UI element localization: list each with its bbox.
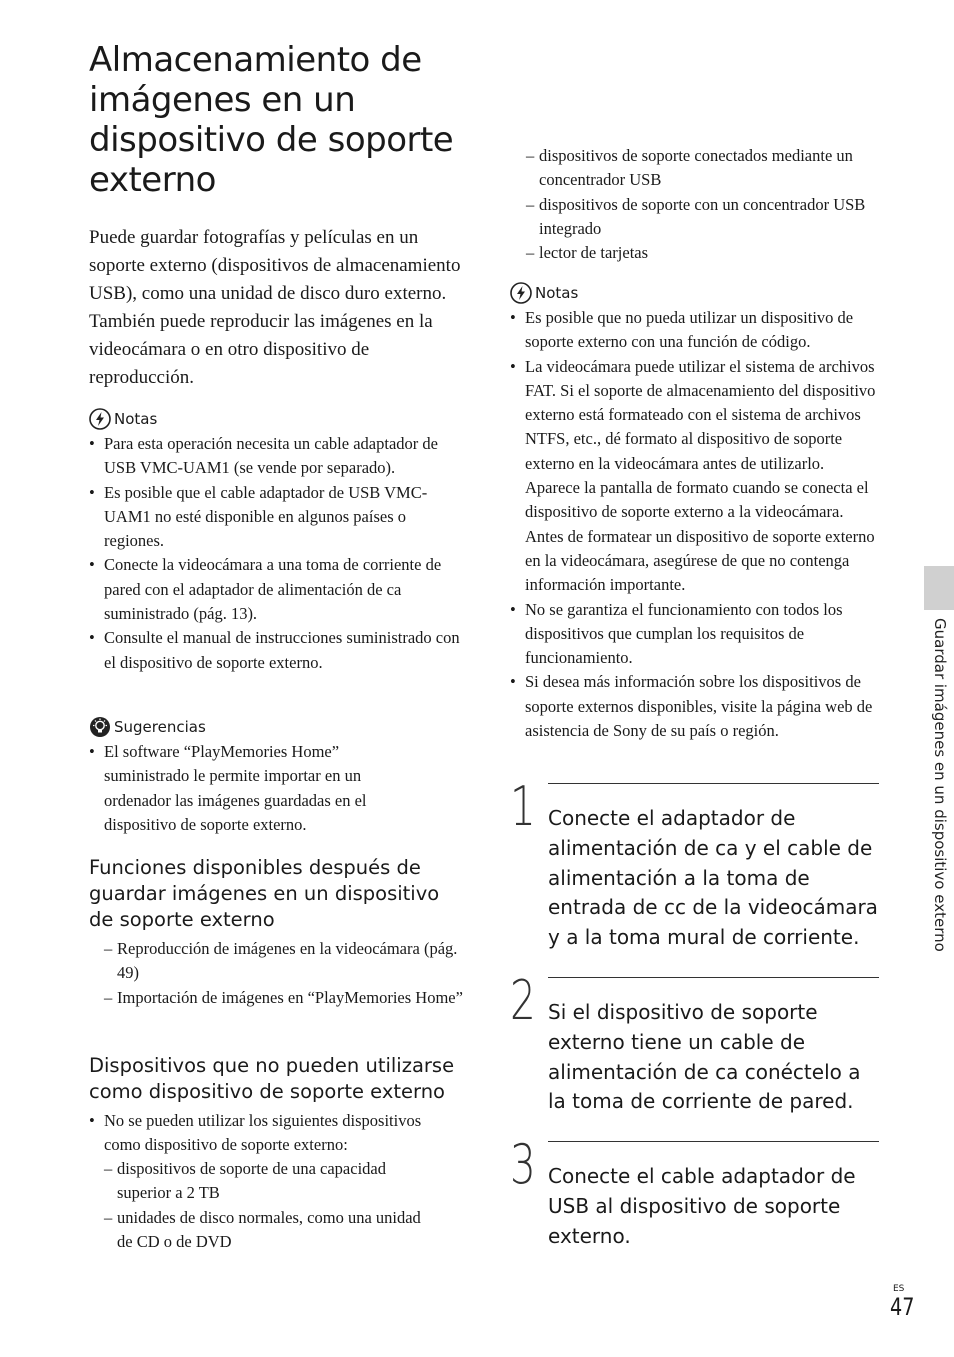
list-item: – dispositivos de soporte conectados mediante un concentrador USB [526, 144, 876, 193]
step-divider [548, 977, 879, 978]
step-text: Conecte el cable adaptador de USB al dispositivo de soporte externo. [548, 1164, 856, 1248]
list-item: • Para esta operación necesita un cable adaptador de USB VMC-UAM1 (se vende por separado). [89, 432, 461, 481]
page-title: Almacenamiento de imágenes en un dispositivo de soporte externo [89, 40, 454, 200]
list-item: – unidades de disco normales, como una unidad de CD o de DVD [104, 1206, 424, 1255]
list-item: • Consulte el manual de instrucciones suministrado con el dispositivo de soporte externo. [89, 626, 461, 675]
list-item: • Es posible que no pueda utilizar un dispositivo de soporte externo con una función de código. [510, 306, 882, 355]
notes-icon [510, 282, 532, 304]
step-text: Si el dispositivo de soporte externo tiene un cable de alimentación de ca conéctelo a la toma de corriente de pared. [548, 1000, 861, 1114]
step-text: Conecte el adaptador de alimentación de ca y el cable de alimentación a la toma de entrada de cc de la videocámara y a la toma mural de corriente. [548, 806, 878, 950]
list-item: • Si desea más información sobre los dispositivos de soporte externos disponibles, visite la página web de asistencia de Sony de su país o región. [510, 670, 882, 743]
list-item: – dispositivos de soporte de una capacidad superior a 2 TB [104, 1157, 424, 1206]
lightbulb-icon [89, 716, 111, 738]
list-item: • La videocámara puede utilizar el sistema de archivos FAT. Si el soporte de almacenamiento del dispositivo externo está formateado con el sistema de archivos NTFS, etc., dé formato al dispositivo de soporte externo en la videocámara antes de utilizarlo. Aparece la pantalla de formato cuando se conecta el dispositivo de soporte externo a la videocámara. Antes de formatear un dispositivo de soporte externo en la videocámara, asegúrese de que no contenga información importante. [510, 355, 882, 598]
list-item: • No se garantiza el funcionamiento con todos los dispositivos que cumplan los requisitos de funcionamiento. [510, 598, 882, 671]
step-divider [548, 1141, 879, 1142]
intro-paragraph: Puede guardar fotografías y películas en un soporte externo (dispositivos de almacenamiento USB), como una unidad de disco duro externo. También puede reproducir las imágenes en la videocámara o en otro dispositivo de reproducción. [89, 227, 461, 388]
notes-list-2 [510, 306, 882, 743]
section-tab [924, 566, 954, 610]
page-language: ES [893, 1284, 905, 1294]
page-number: 47 [890, 1293, 915, 1321]
list-item: – Importación de imágenes en “PlayMemories Home” [104, 986, 464, 1010]
functions-list [104, 937, 464, 1010]
step-divider [548, 783, 879, 784]
list-item: • Es posible que el cable adaptador de USB VMC-UAM1 no esté disponible en algunos países o regiones. [89, 481, 461, 554]
step-number: 3 [510, 1133, 536, 1196]
tips-heading [89, 716, 206, 738]
list-item: – lector de tarjetas [526, 241, 876, 265]
list-item: • El software “PlayMemories Home” suministrado le permite importar en un ordenador las imágenes guardadas en el dispositivo de soporte externo. [89, 740, 409, 837]
step-number: 2 [510, 969, 536, 1032]
unusable-list-right [526, 144, 876, 265]
section-label: Guardar imágenes en un dispositivo externo [931, 618, 949, 952]
step-number: 1 [510, 775, 536, 838]
notes-icon [89, 408, 111, 430]
notes-heading [89, 408, 157, 430]
tips-heading-label: Sugerencias [114, 718, 206, 736]
notes-heading-2 [510, 282, 578, 304]
notes-heading-label: Notas [114, 410, 158, 428]
notes-list [89, 432, 461, 675]
tips-list [89, 740, 409, 837]
list-item: – dispositivos de soporte con un concentrador USB integrado [526, 193, 876, 242]
list-item: • Conecte la videocámara a una toma de corriente de pared con el adaptador de alimentación de ca suministrado (pág. 13). [89, 553, 461, 626]
unusable-list-left [104, 1157, 424, 1254]
unusable-heading: Dispositivos que no pueden utilizarse como dispositivo de soporte externo [89, 1054, 455, 1103]
functions-heading: Funciones disponibles después de guardar imágenes en un dispositivo de soporte externo [89, 856, 440, 931]
list-item: • No se pueden utilizar los siguientes dispositivos como dispositivo de soporte externo: [89, 1109, 461, 1158]
list-item: – Reproducción de imágenes en la videocámara (pág. 49) [104, 937, 464, 986]
unusable-bullet [89, 1109, 461, 1158]
notes-heading-label: Notas [535, 284, 579, 302]
